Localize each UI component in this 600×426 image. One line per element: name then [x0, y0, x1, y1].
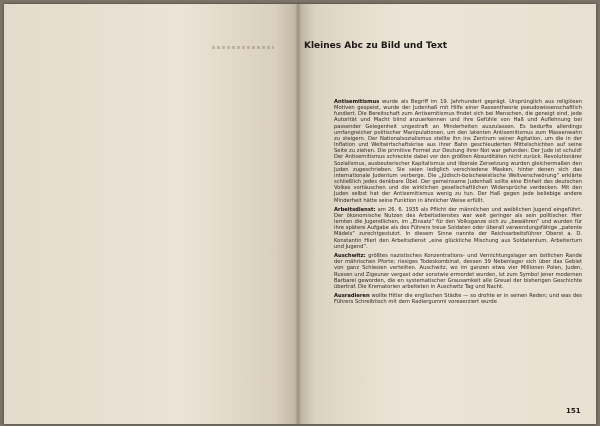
glossary-entry-auschwitz	[334, 253, 582, 290]
entry-text: größtes nazistisches Konzentrations- und Vernichtungslager am östlichen Rande der mährischen Pforte; riesiges Todeskombinat, dessen 39 Nebenlager sich über das Gebiet von ganz Schlesien verteilten. Auschwitz, wo im ganzen etwa vier Millionen Polen, Juden, Russen und Zigeuner vergast oder sonstwie ermordet wurden, ist zum Symbol jener modernen Barbarei geworden, die en systematischer Grausamkeit alle Greuel der bisherigen Geschichte übertraf. Die Krematorien arbeiteten in Auschwitz Tag und Nacht.	[334, 253, 582, 290]
page-heading: Kleines Abc zu Bild und Text	[304, 41, 448, 51]
entry-term: Auschwitz:	[334, 253, 366, 260]
glossary-text	[334, 99, 582, 309]
page-number: 151	[566, 407, 581, 415]
book-gutter	[295, 4, 301, 424]
entry-text: wurde als Begriff im 19. Jahrhundert geprägt. Ursprünglich aus religiösen Motiven gespeist, wurde der Judenhaß mit Hilfe einer Rassentheorie pseudowissenschaftlich fundiert. Die Bereitschaft zum Antisemitismus findet sich bei Menschen, die geneigt sind, jede Autorität und Macht blind anzuerkennen und ihre Gefühle von Haß und Auflehnung bei passender Gelegenheit ungestraft an Minderheiten auszulassen. Es bedurfte allerdings umfangreicher politischer Manipulationen, um den latenten Antisemitismus zum Massenwahn zu steigern. Der Nationalsozialismus stellte ihn ins Zentrum seiner Agitation, um die in der Inflation und Weltwirtschaftskrise aus ihrer Bahn geschleuderten Mittelschichten auf seine Seite zu ziehen. Die primitive Formel zur Deutung ihrer Not war gefunden: Der Jude ist schuld! Der Antisemitismus schreckte dabei vor den größten Absurditäten nicht zurück. Revolutionärer Sozialismus, ausbeuterischer Kapitalismus und liberale Zersetzung wurden gleichermaßen den Juden zugeschrieben. Sie seien lediglich verschiedene Masken, hinter denen sich das internationale Judentum verberge. Die „Jüdisch-bolschewistische Weltverschwörung“ erklärte schließlich jedes denkbare Übel. Der gemeinsame Judenhaß sollte eine Einheit des deutschen Volkes vortäuschen und die wirklichen gesellschaftlichen Widersprüche verdecken. Mit den Juden selbst hat der Antisemitismus wenig zu tun. Der Haß gegen jede beliebige andere Minderheit hätte seine Funktion in ähnlicher Weise erfüllt.	[334, 99, 582, 204]
entry-text: wollte Hitler die englischen Städte — so drohte er in seinen Reden; und was des Führers Schreibtisch mit dem Radiergummi vorexerziert wurde	[334, 293, 582, 306]
show-through-text	[212, 46, 274, 49]
glossary-entry-ausradieren	[334, 293, 582, 305]
glossary-entry-arbeitsdienst	[334, 207, 582, 250]
entry-term: Arbeitsdienst:	[334, 206, 376, 213]
left-page	[4, 4, 298, 424]
entry-term: Antisemitismus	[334, 99, 380, 105]
entry-term: Ausradieren	[334, 293, 370, 300]
entry-text: am 26. 6. 1935 als Pflicht der männlichen und weiblichen Jugend eingeführt. Der ökonomische Nutzen des Arbeitsdienstes war weit geringer als sein politischer. Hier lernten die Jugendlichen, im „Einsatz“ für den Volksganze sich zu „bewähren“ und wurden für ihre spätere Aufgabe als des Führers treue Soldaten oder überall verwendungsfähige „patente Mädels“ zurechtgestutzt. In diesem Sinne nannte der Reichsarbeitsführer Oberst a. D. Konstantin Hierl den Arbeitsdienst „eine glückliche Mischung aus Soldatentum, Arbeitertum und Jugend“.	[334, 206, 582, 250]
glossary-entry-antisemitismus	[334, 99, 582, 204]
